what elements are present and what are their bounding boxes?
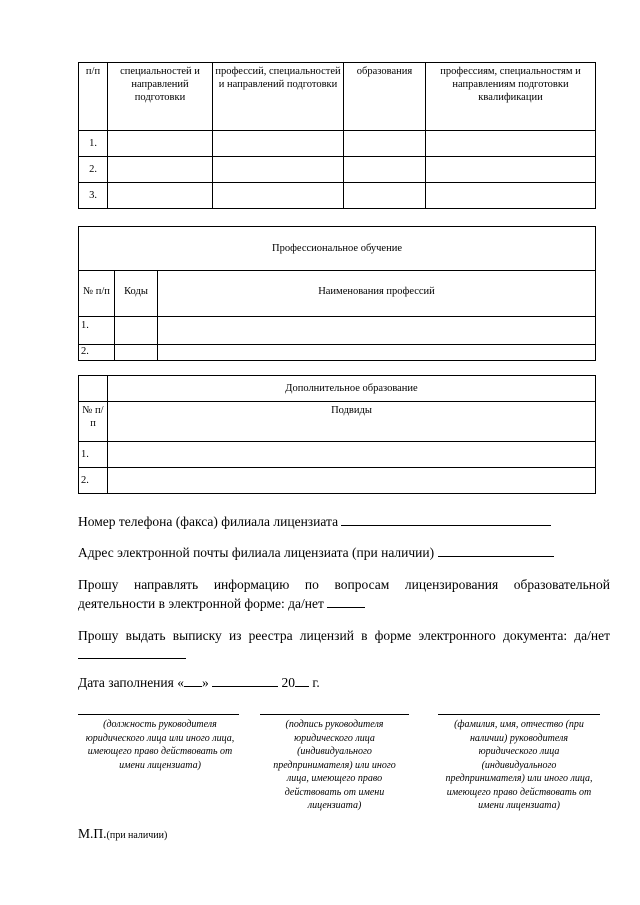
- name-line[interactable]: [438, 714, 600, 715]
- table-row: [79, 317, 596, 345]
- day-blank[interactable]: [184, 675, 202, 687]
- row-number: 1.: [79, 317, 115, 345]
- cell[interactable]: [108, 183, 213, 209]
- date-prefix: Дата заполнения «: [78, 675, 184, 690]
- month-blank[interactable]: [212, 675, 278, 687]
- table-row: [79, 157, 596, 183]
- phone-label: Номер телефона (факса) филиала лицензиата: [78, 514, 339, 529]
- stamp-note: (при наличии): [106, 830, 168, 841]
- header-names: Наименования профессий: [158, 271, 596, 317]
- cell[interactable]: [108, 468, 596, 494]
- row-number: 2.: [79, 345, 115, 361]
- header-qualification: профессиям, специальностям и направлениям подготовки квалификации: [426, 63, 596, 131]
- additional-education-table: [78, 375, 596, 494]
- table-row: [79, 183, 596, 209]
- row-number: 1.: [79, 131, 108, 157]
- row-number: 1.: [79, 442, 108, 468]
- position-note: (должность руководителя юридического лица или иного лица, имеющего право действовать от имени лицензиата): [85, 719, 235, 771]
- table-title: Профессиональное обучение: [79, 227, 596, 271]
- header-codes: Коды: [115, 271, 158, 317]
- date-year: 20: [281, 675, 295, 690]
- year-blank[interactable]: [295, 675, 309, 687]
- header-specialties: специальностей и направлений подготовки: [108, 63, 213, 131]
- row-number: 2.: [79, 468, 108, 494]
- professional-training-table: [78, 226, 596, 361]
- stamp-placeholder: [78, 826, 167, 842]
- table-title: Дополнительное образование: [108, 376, 596, 402]
- table-row: [79, 442, 596, 468]
- extract-request: [78, 626, 610, 664]
- header-num: № п/п: [79, 402, 108, 442]
- programs-table: [78, 62, 596, 209]
- phone-field: [78, 512, 610, 531]
- cell[interactable]: [426, 157, 596, 183]
- cell[interactable]: [344, 157, 426, 183]
- cell[interactable]: [213, 183, 344, 209]
- table-row: [79, 468, 596, 494]
- header-num: № п/п: [79, 271, 115, 317]
- cell[interactable]: [213, 131, 344, 157]
- cell[interactable]: [108, 131, 213, 157]
- cell[interactable]: [426, 131, 596, 157]
- blank-cell: [79, 376, 108, 402]
- cell[interactable]: [115, 317, 158, 345]
- position-line[interactable]: [78, 714, 239, 715]
- cell[interactable]: [115, 345, 158, 361]
- info-request-text: Прошу направлять информацию по вопросам лицензирования образовательной деятельности в электронной форме: да/нет: [78, 577, 610, 611]
- info-request-blank[interactable]: [327, 596, 365, 608]
- cell[interactable]: [426, 183, 596, 209]
- table-row: [79, 345, 596, 361]
- cell[interactable]: [158, 345, 596, 361]
- cell[interactable]: [158, 317, 596, 345]
- name-note: (фамилия, имя, отчество (при наличии) руководителя юридического лица (индивидуального предпринимателя) или иного лица, имеющего право действовать от имени лицензиата): [445, 719, 593, 811]
- email-blank[interactable]: [438, 545, 554, 557]
- stamp-label: М.П.: [78, 826, 107, 841]
- cell[interactable]: [108, 157, 213, 183]
- table-row: [79, 131, 596, 157]
- row-number: 2.: [79, 157, 108, 183]
- email-field: [78, 543, 610, 562]
- date-mid1: »: [201, 675, 209, 690]
- cell[interactable]: [108, 442, 596, 468]
- extract-request-text: Прошу выдать выписку из реестра лицензий в форме электронного документа: да/нет: [78, 628, 610, 643]
- signature-note: (подпись руководителя юридического лица (индивидуального предпринимателя) или иного лица, имеющего право действовать от имени лицензиата): [273, 719, 396, 811]
- row-number: 3.: [79, 183, 108, 209]
- header-num: п/п: [79, 63, 108, 131]
- signature-line[interactable]: [260, 714, 409, 715]
- info-request: [78, 575, 610, 613]
- phone-blank[interactable]: [341, 514, 551, 526]
- date-field: [78, 673, 610, 692]
- cell[interactable]: [213, 157, 344, 183]
- extract-request-blank[interactable]: [78, 647, 186, 659]
- header-subtypes: Подвиды: [108, 402, 596, 442]
- header-education: образования: [344, 63, 426, 131]
- cell[interactable]: [344, 183, 426, 209]
- date-suffix: г.: [312, 675, 320, 690]
- cell[interactable]: [344, 131, 426, 157]
- header-professions: профессий, специальностей и направлений подготовки: [213, 63, 344, 131]
- email-label: Адрес электронной почты филиала лицензиата (при наличии): [78, 545, 435, 560]
